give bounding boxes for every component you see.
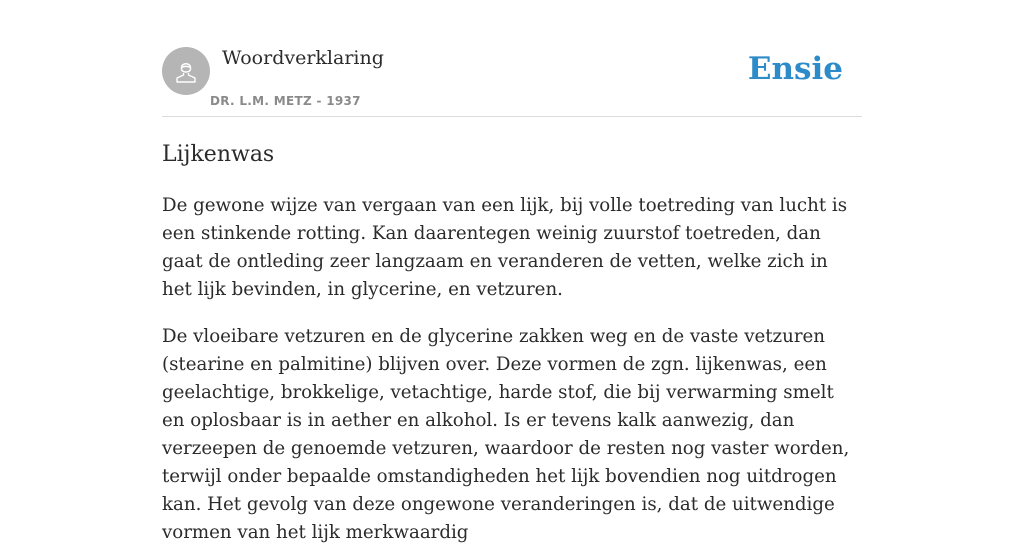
avatar[interactable] — [162, 47, 210, 95]
user-outline-icon — [171, 56, 201, 86]
article-header — [162, 0, 862, 117]
category-link[interactable]: Woordverklaring — [222, 47, 384, 69]
article-paragraph-1: De gewone wijze van vergaan van een lijk, bij volle toetreding van lucht is een stinkende rotting. Kan daarentegen weinig zuurstof toetreden, dan gaat de ontleding zeer langzaam en veranderen de vetten, welke zich in het lijk bevinden, in glycerine, en vetzuren. — [162, 195, 848, 300]
author-byline[interactable]: DR. L.M. METZ - 1937 — [210, 94, 361, 108]
article-title: Lijkenwas — [162, 142, 275, 167]
ensie-logo[interactable]: Ensie — [747, 51, 843, 87]
article-container — [162, 0, 862, 543]
article-paragraph-2: De vloeibare vetzuren en de glycerine zakken weg en de vaste vetzuren (stearine en palmitine) blijven over. Deze vormen de zgn. lijkenwas, een geelachtige, brokkelige, vetachtige, harde stof, die bij verwarming smelt en oplosbaar is in aether en alkohol. Is er tevens kalk aanwezig, dan verzeepen de genoemde vetzuren, waardoor de resten nog vaster worden, terwijl onder bepaalde omstandigheden het lijk bovendien nog uitdrogen kan. Het gevolg van deze ongewone veranderingen is, dat de uitwendige vormen van het lijk merkwaardig — [162, 326, 850, 543]
